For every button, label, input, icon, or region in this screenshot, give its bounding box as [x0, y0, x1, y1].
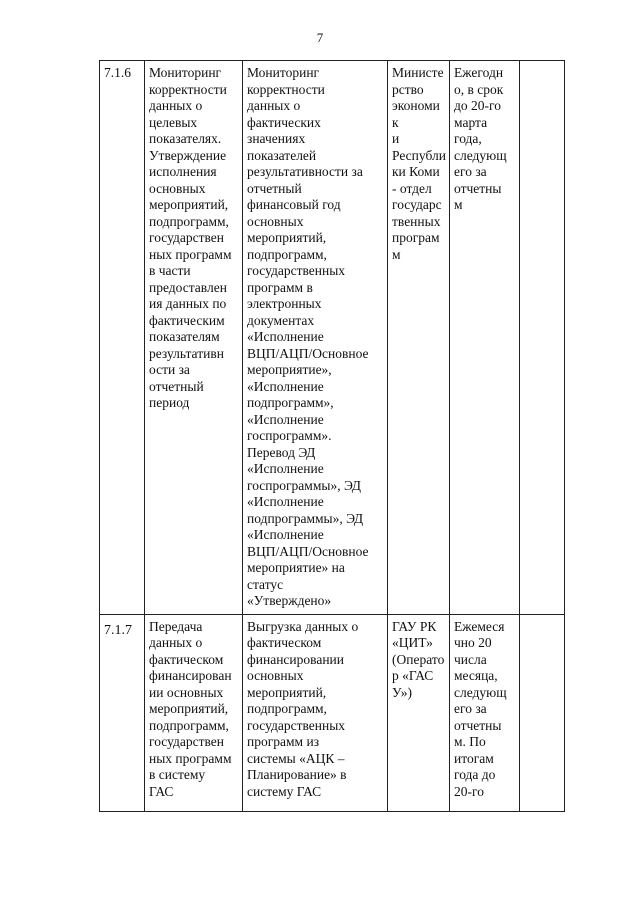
table-row	[100, 61, 565, 615]
description-cell: Выгрузка данных о фактическом финансировании основных мероприятий, подпрограмм, государственных программ из системы «АЦК – Планирование» в систему ГАС	[243, 614, 388, 811]
note-cell	[520, 614, 565, 811]
term-cell: Ежемеся чно 20 числа месяца, следующ его за отчетны м. По итогам года до 20-го	[450, 614, 520, 811]
document-table	[99, 60, 565, 812]
term-cell: Ежегодн о, в срок до 20-го марта года, следующ его за отчетны м	[450, 61, 520, 615]
note-cell	[520, 61, 565, 615]
responsible-cell: ГАУ РК «ЦИТ» (Операто р «ГАС У»)	[388, 614, 450, 811]
responsible-cell: Министе рство экономик и Республи ки Коми - отдел государс твенных програм м	[388, 61, 450, 615]
description-cell: Мониторинг корректности данных о фактических значениях показателей результативности за отчетный финансовый год основных мероприятий, подпрограмм, государственных программ в электронных документах «Исполнение ВЦП/АЦП/Основное мероприятие», «Исполнение подпрограмм», «Исполнение госпрограмм». Перевод ЭД «Исполнение госпрограммы», ЭД «Исполнение подпрограммы», ЭД «Исполнение ВЦП/АЦП/Основное мероприятие» на статус «Утверждено»	[243, 61, 388, 615]
row-number-cell: 7.1.7	[100, 614, 145, 811]
stage-name-cell: Передача данных о фактическом финансирован ии основных мероприятий, подпрограмм, государствен ных программ в систему ГАС	[145, 614, 243, 811]
page-number: 7	[316, 30, 324, 45]
row-number-cell: 7.1.6	[100, 61, 145, 615]
table-row	[100, 614, 565, 811]
stage-name-cell: Мониторинг корректности данных о целевых показателях. Утверждение исполнения основных мероприятий, подпрограмм, государствен ных программ в части предоставлен ия данных по фактическим показателям результативн ости за отчетный период	[145, 61, 243, 615]
